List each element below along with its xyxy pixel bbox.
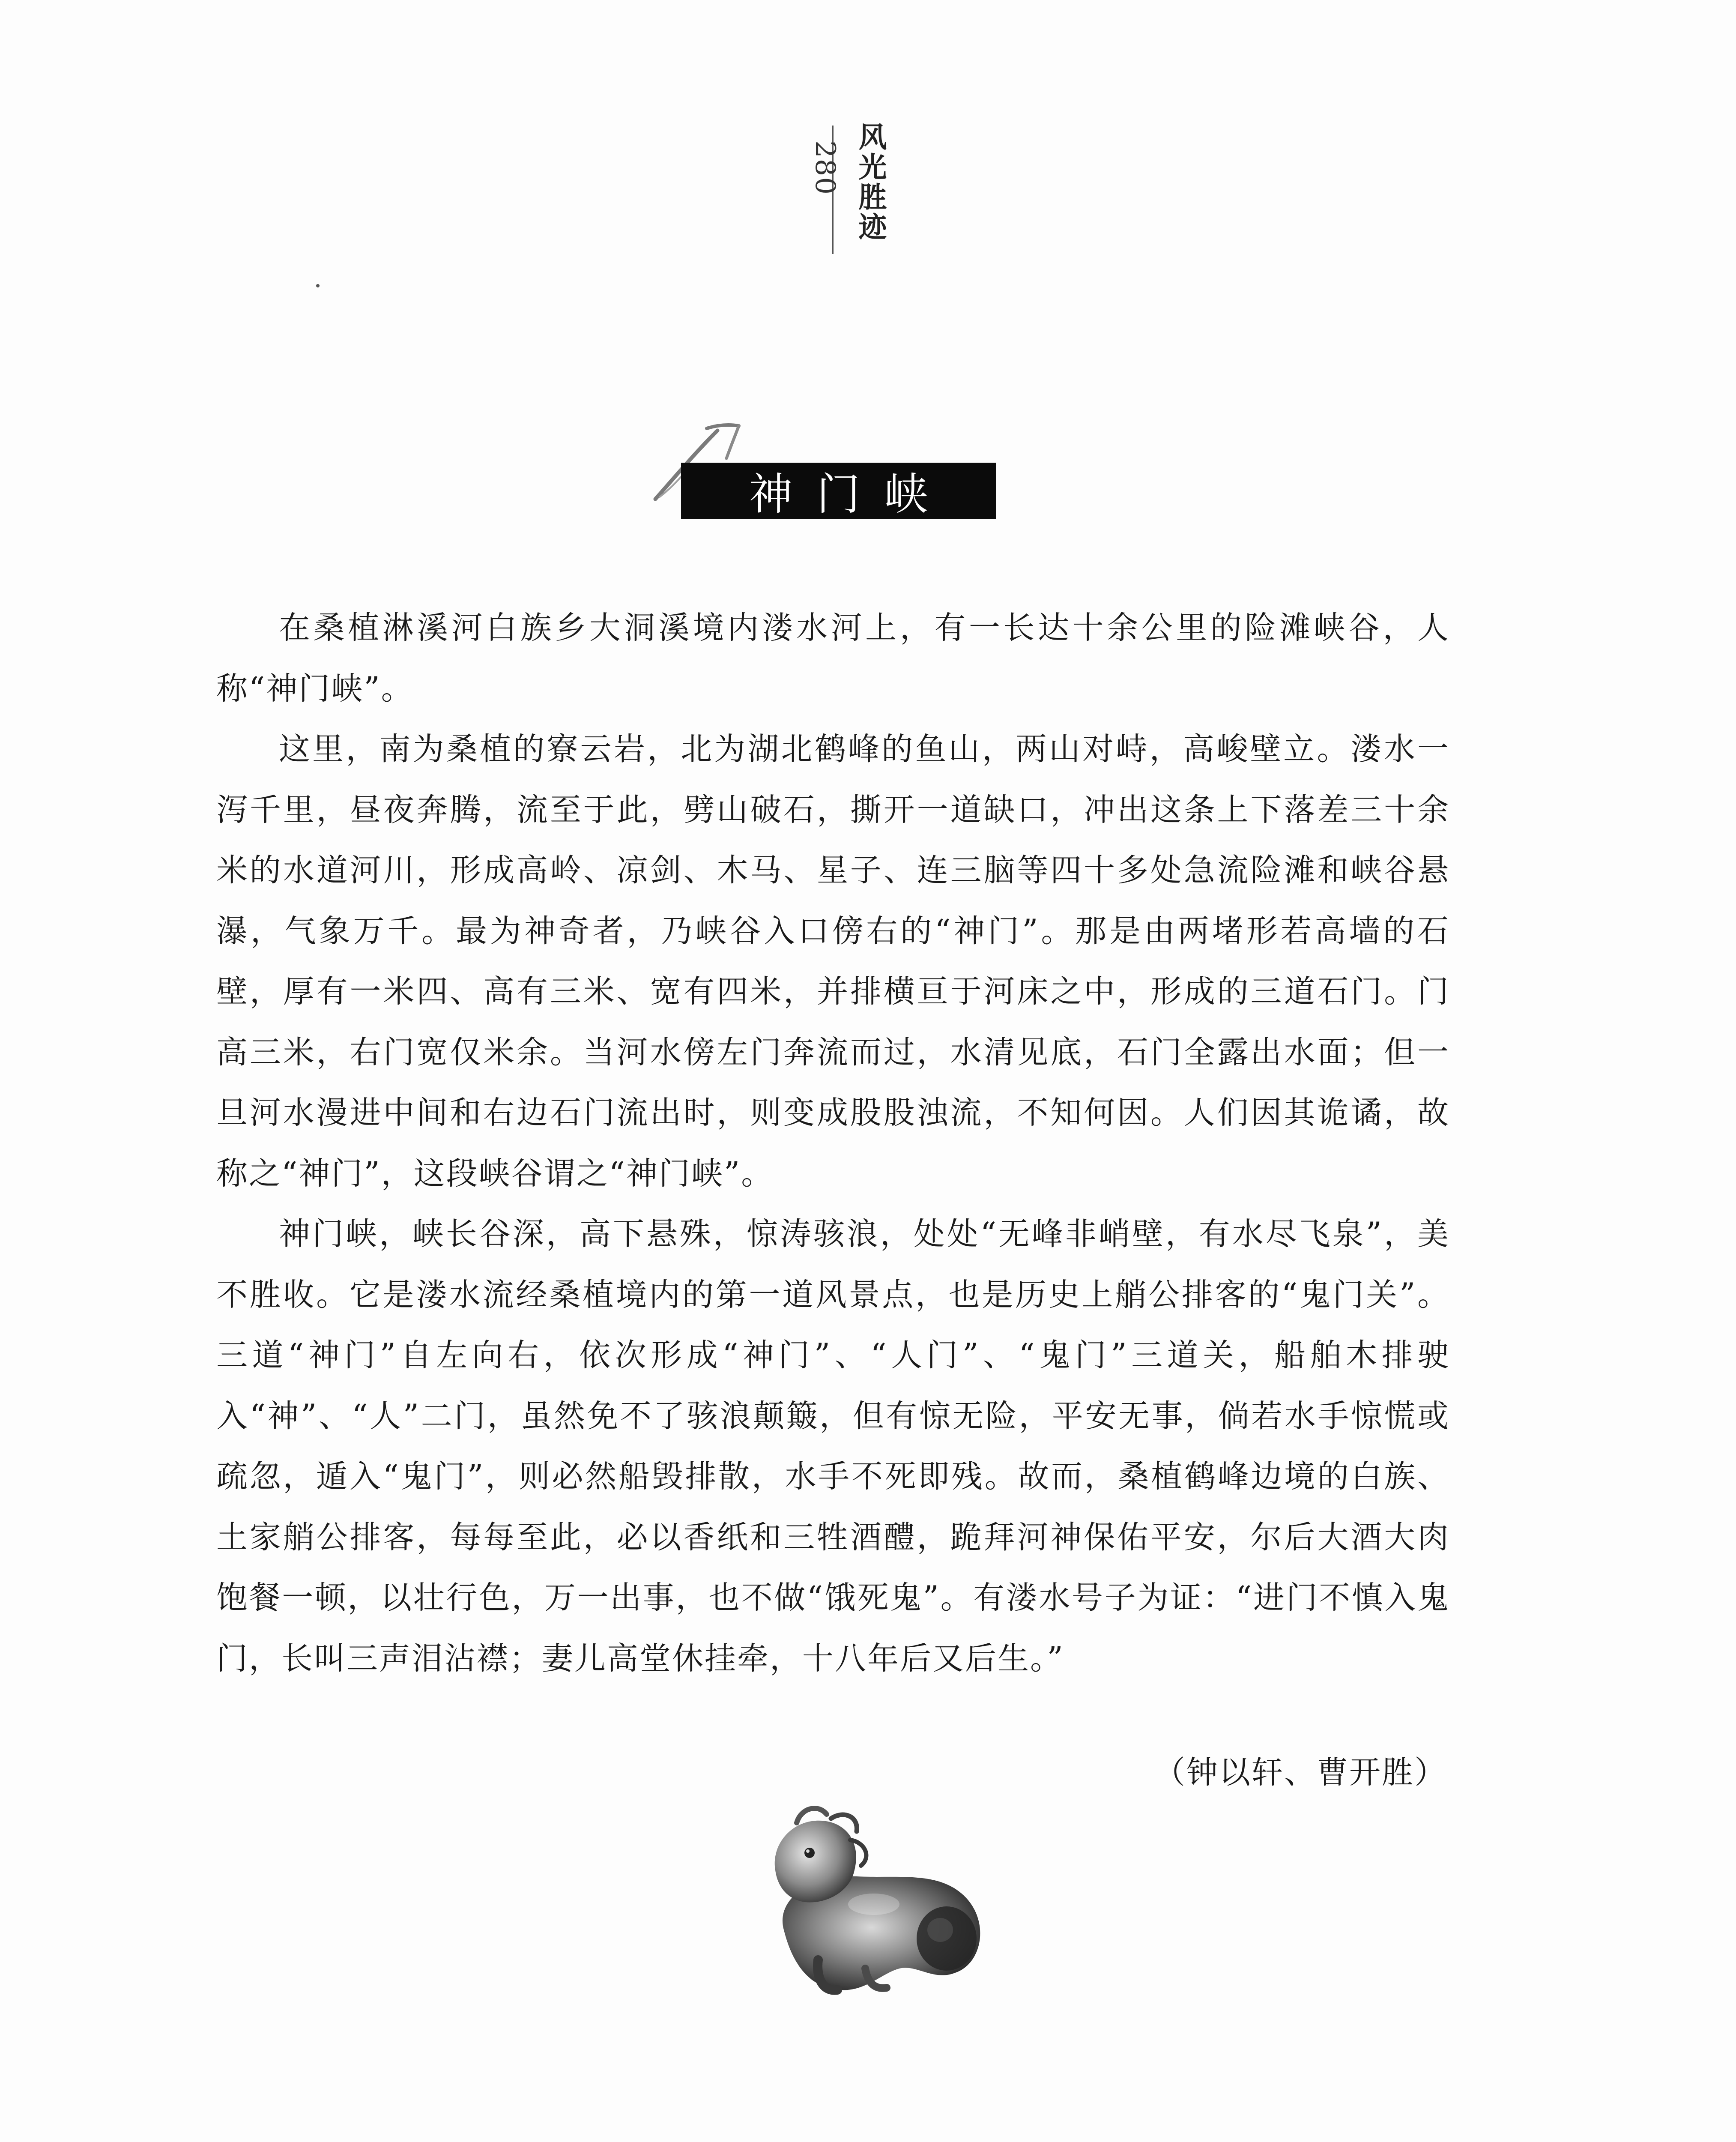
print-speck [316, 284, 320, 287]
paragraph: 在桑植淋溪河白族乡大洞溪境内溇水河上，有一长达十余公里的险滩峡谷，人称“神门峡”。 [216, 610, 1450, 707]
paragraph: 神门峡，峡长谷深，高下悬殊，惊涛骇浪，处处“无峰非峭壁，有水尽飞泉”，美不胜收。它是溇水流经桑植境内的第一道风景点，也是历史上艄公排客的“鬼门关”。三道“神门”自左向右，依次形成“神门”、“人门”、“鬼门”三道关，船舶木排驶入“神”、“人”二门，虽然免不了骇浪颠簸，但有惊无险，平安无事，倘若水手惊慌或疏忽，遁入“鬼门”，则必然船毁排散，水手不死即残。故而，桑植鹤峰边境的白族、土家艄公排客，每每至此，必以香纸和三牲酒醴，跪拜河神保佑平安，尔后大酒大肉饱餐一顿，以壮行色，万一出事，也不做“饿死鬼”。有溇水号子为证：“进门不慎入鬼门，长叫三声泪沾襟；妻儿高堂休挂牵，十八年后又后生。” [216, 1216, 1450, 1677]
page-number: 280 [809, 140, 841, 196]
author-credit: （钟以轩、曹开胜） [1154, 1754, 1447, 1791]
jade-beast-figurine [758, 1801, 994, 2003]
article-title: 神门峡 [749, 469, 952, 520]
running-header [788, 122, 887, 259]
section-name: 风光胜迹 [854, 122, 887, 242]
article-body [216, 598, 1450, 1689]
title-banner [681, 463, 996, 519]
paragraph: 这里，南为桑植的寮云岩，北为湖北鹤峰的鱼山，两山对峙，高峻壁立。溇水一泻千里，昼夜奔腾，流至于此，劈山破石，撕开一道缺口，冲出这条上下落差三十余米的水道河川，形成高岭、凉剑、木马、星子、连三脑等四十多处急流险滩和峡谷悬瀑，气象万千。最为神奇者，乃峡谷入口傍右的“神门”。那是由两堵形若高墙的石壁，厚有一米四、高有三米、宽有四米，并排横亘于河床之中，形成的三道石门。门高三米，右门宽仅米余。当河水傍左门奔流而过，水清见底，石门全露出水面；但一旦河水漫进中间和右边石门流出时，则变成股股浊流，不知何因。人们因其诡谲，故称之“神门”，这段峡谷谓之“神门峡”。 [216, 731, 1450, 1192]
